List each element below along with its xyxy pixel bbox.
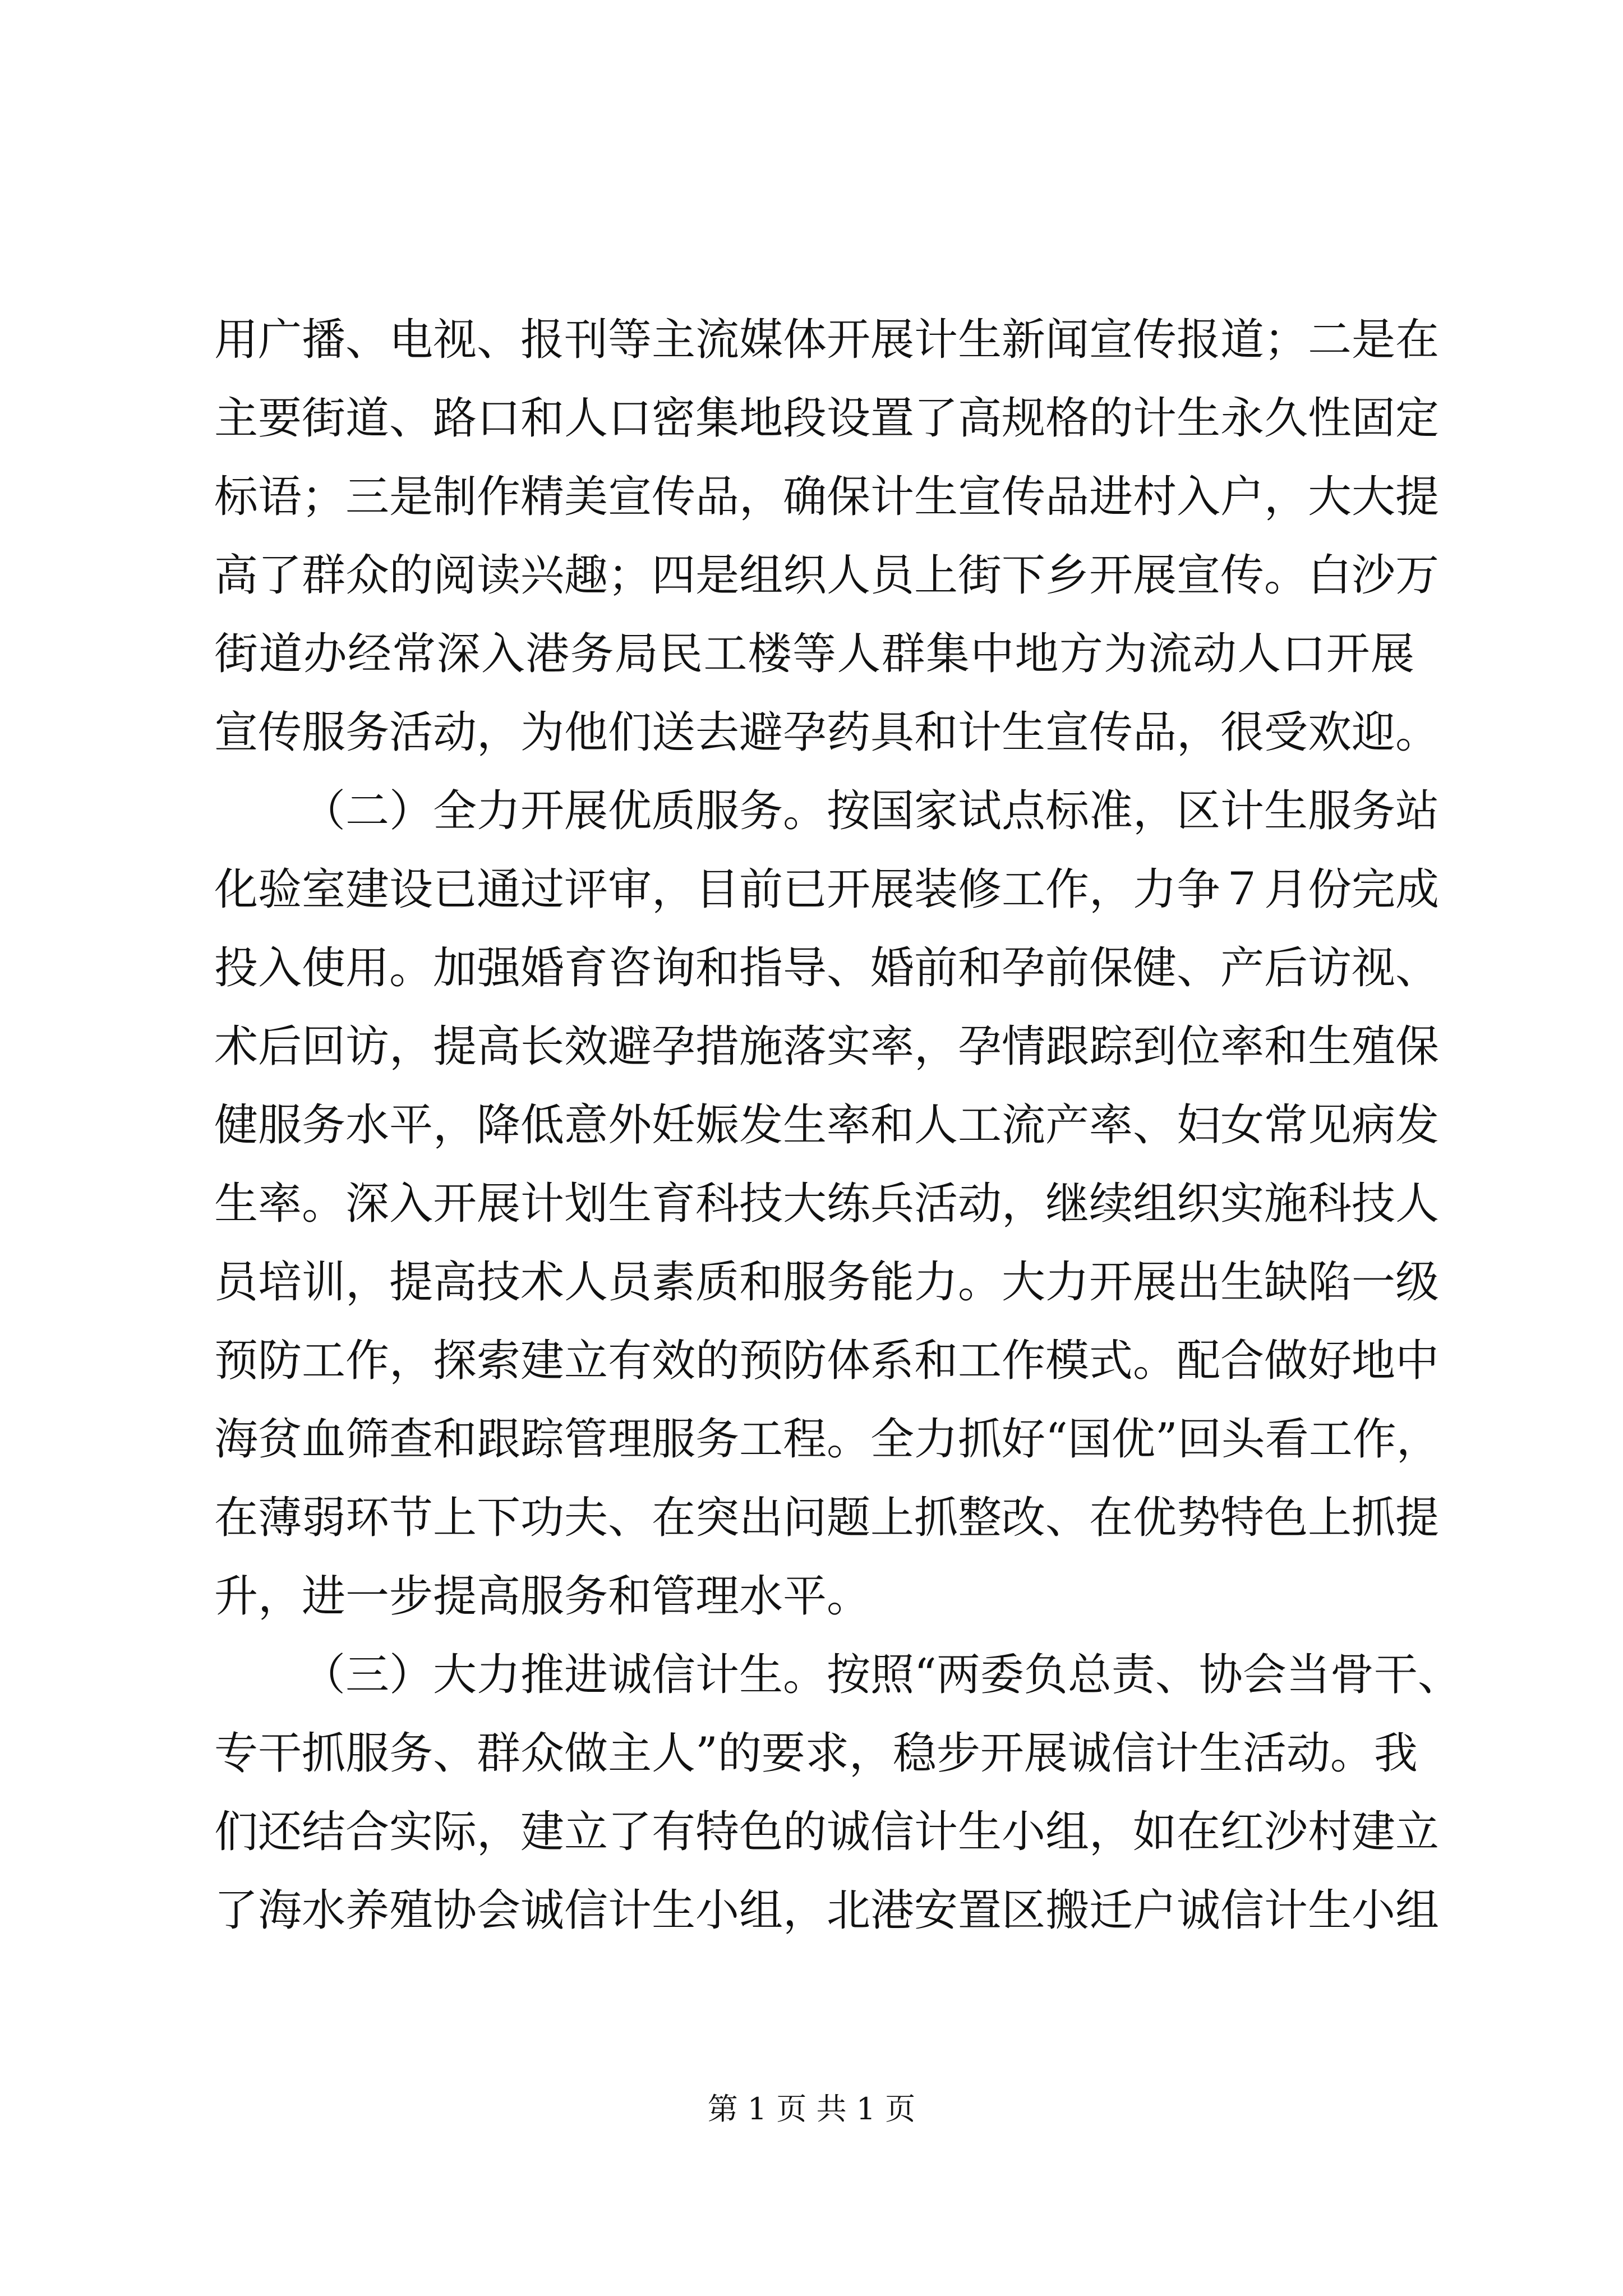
paragraph-heading-line: （二）全力开展优质服务。按国家试点标准，区计生服务站 bbox=[302, 786, 1440, 836]
text-line: 海贫血筛查和跟踪管理服务工程。全力抓好“国优”回头看工作， bbox=[214, 1414, 1440, 1465]
text-line: 投入使用。加强婚育咨询和指导、婚前和孕前保健、产后访视、 bbox=[214, 943, 1440, 993]
text-line: 生率。深入开展计划生育科技大练兵活动，继续组织实施科技人 bbox=[214, 1179, 1440, 1229]
text-line: 街道办经常深入港务局民工楼等人群集中地方为流动人口开展 bbox=[214, 629, 1414, 679]
text-line: 升，进一步提高服务和管理水平。 bbox=[214, 1571, 871, 1622]
text-line: 专干抓服务、群众做主人”的要求，稳步开展诚信计生活动。我 bbox=[214, 1728, 1418, 1779]
text-line: 了海水养殖协会诚信计生小组，北港安置区搬迁户诚信计生小组 bbox=[214, 1885, 1440, 1936]
text-line: 术后回访，提高长效避孕措施落实率，孕情跟踪到位率和生殖保 bbox=[214, 1022, 1440, 1072]
text-line: 化验室建设已通过评审，目前已开展装修工作，力争７月份完成 bbox=[214, 864, 1440, 915]
paragraph-heading-line: （三）大力推进诚信计生。按照“两委负总责、协会当骨干、 bbox=[302, 1650, 1461, 1700]
text-line: 预防工作，探索建立有效的预防体系和工作模式。配合做好地中 bbox=[214, 1336, 1440, 1386]
document-body bbox=[214, 301, 1461, 1950]
text-line: 用广播、电视、报刊等主流媒体开展计生新闻宣传报道；二是在 bbox=[214, 315, 1440, 365]
text-line: 在薄弱环节上下功夫、在突出问题上抓整改、在优势特色上抓提 bbox=[214, 1493, 1440, 1543]
page-number-footer: 第 1 页 共 1 页 bbox=[707, 2091, 916, 2127]
text-line: 宣传服务活动，为他们送去避孕药具和计生宣传品，很受欢迎。 bbox=[214, 707, 1440, 758]
text-line: 们还结合实际，建立了有特色的诚信计生小组，如在红沙村建立 bbox=[214, 1807, 1440, 1857]
text-line: 主要街道、路口和人口密集地段设置了高规格的计生永久性固定 bbox=[214, 393, 1440, 444]
text-line: 标语；三是制作精美宣传品，确保计生宣传品进村入户，大大提 bbox=[214, 472, 1440, 522]
text-line: 高了群众的阅读兴趣；四是组织人员上街下乡开展宣传。白沙万 bbox=[214, 550, 1440, 601]
text-line: 健服务水平，降低意外妊娠发生率和人工流产率、妇女常见病发 bbox=[214, 1100, 1440, 1151]
text-line: 员培训，提高技术人员素质和服务能力。大力开展出生缺陷一级 bbox=[214, 1257, 1440, 1308]
